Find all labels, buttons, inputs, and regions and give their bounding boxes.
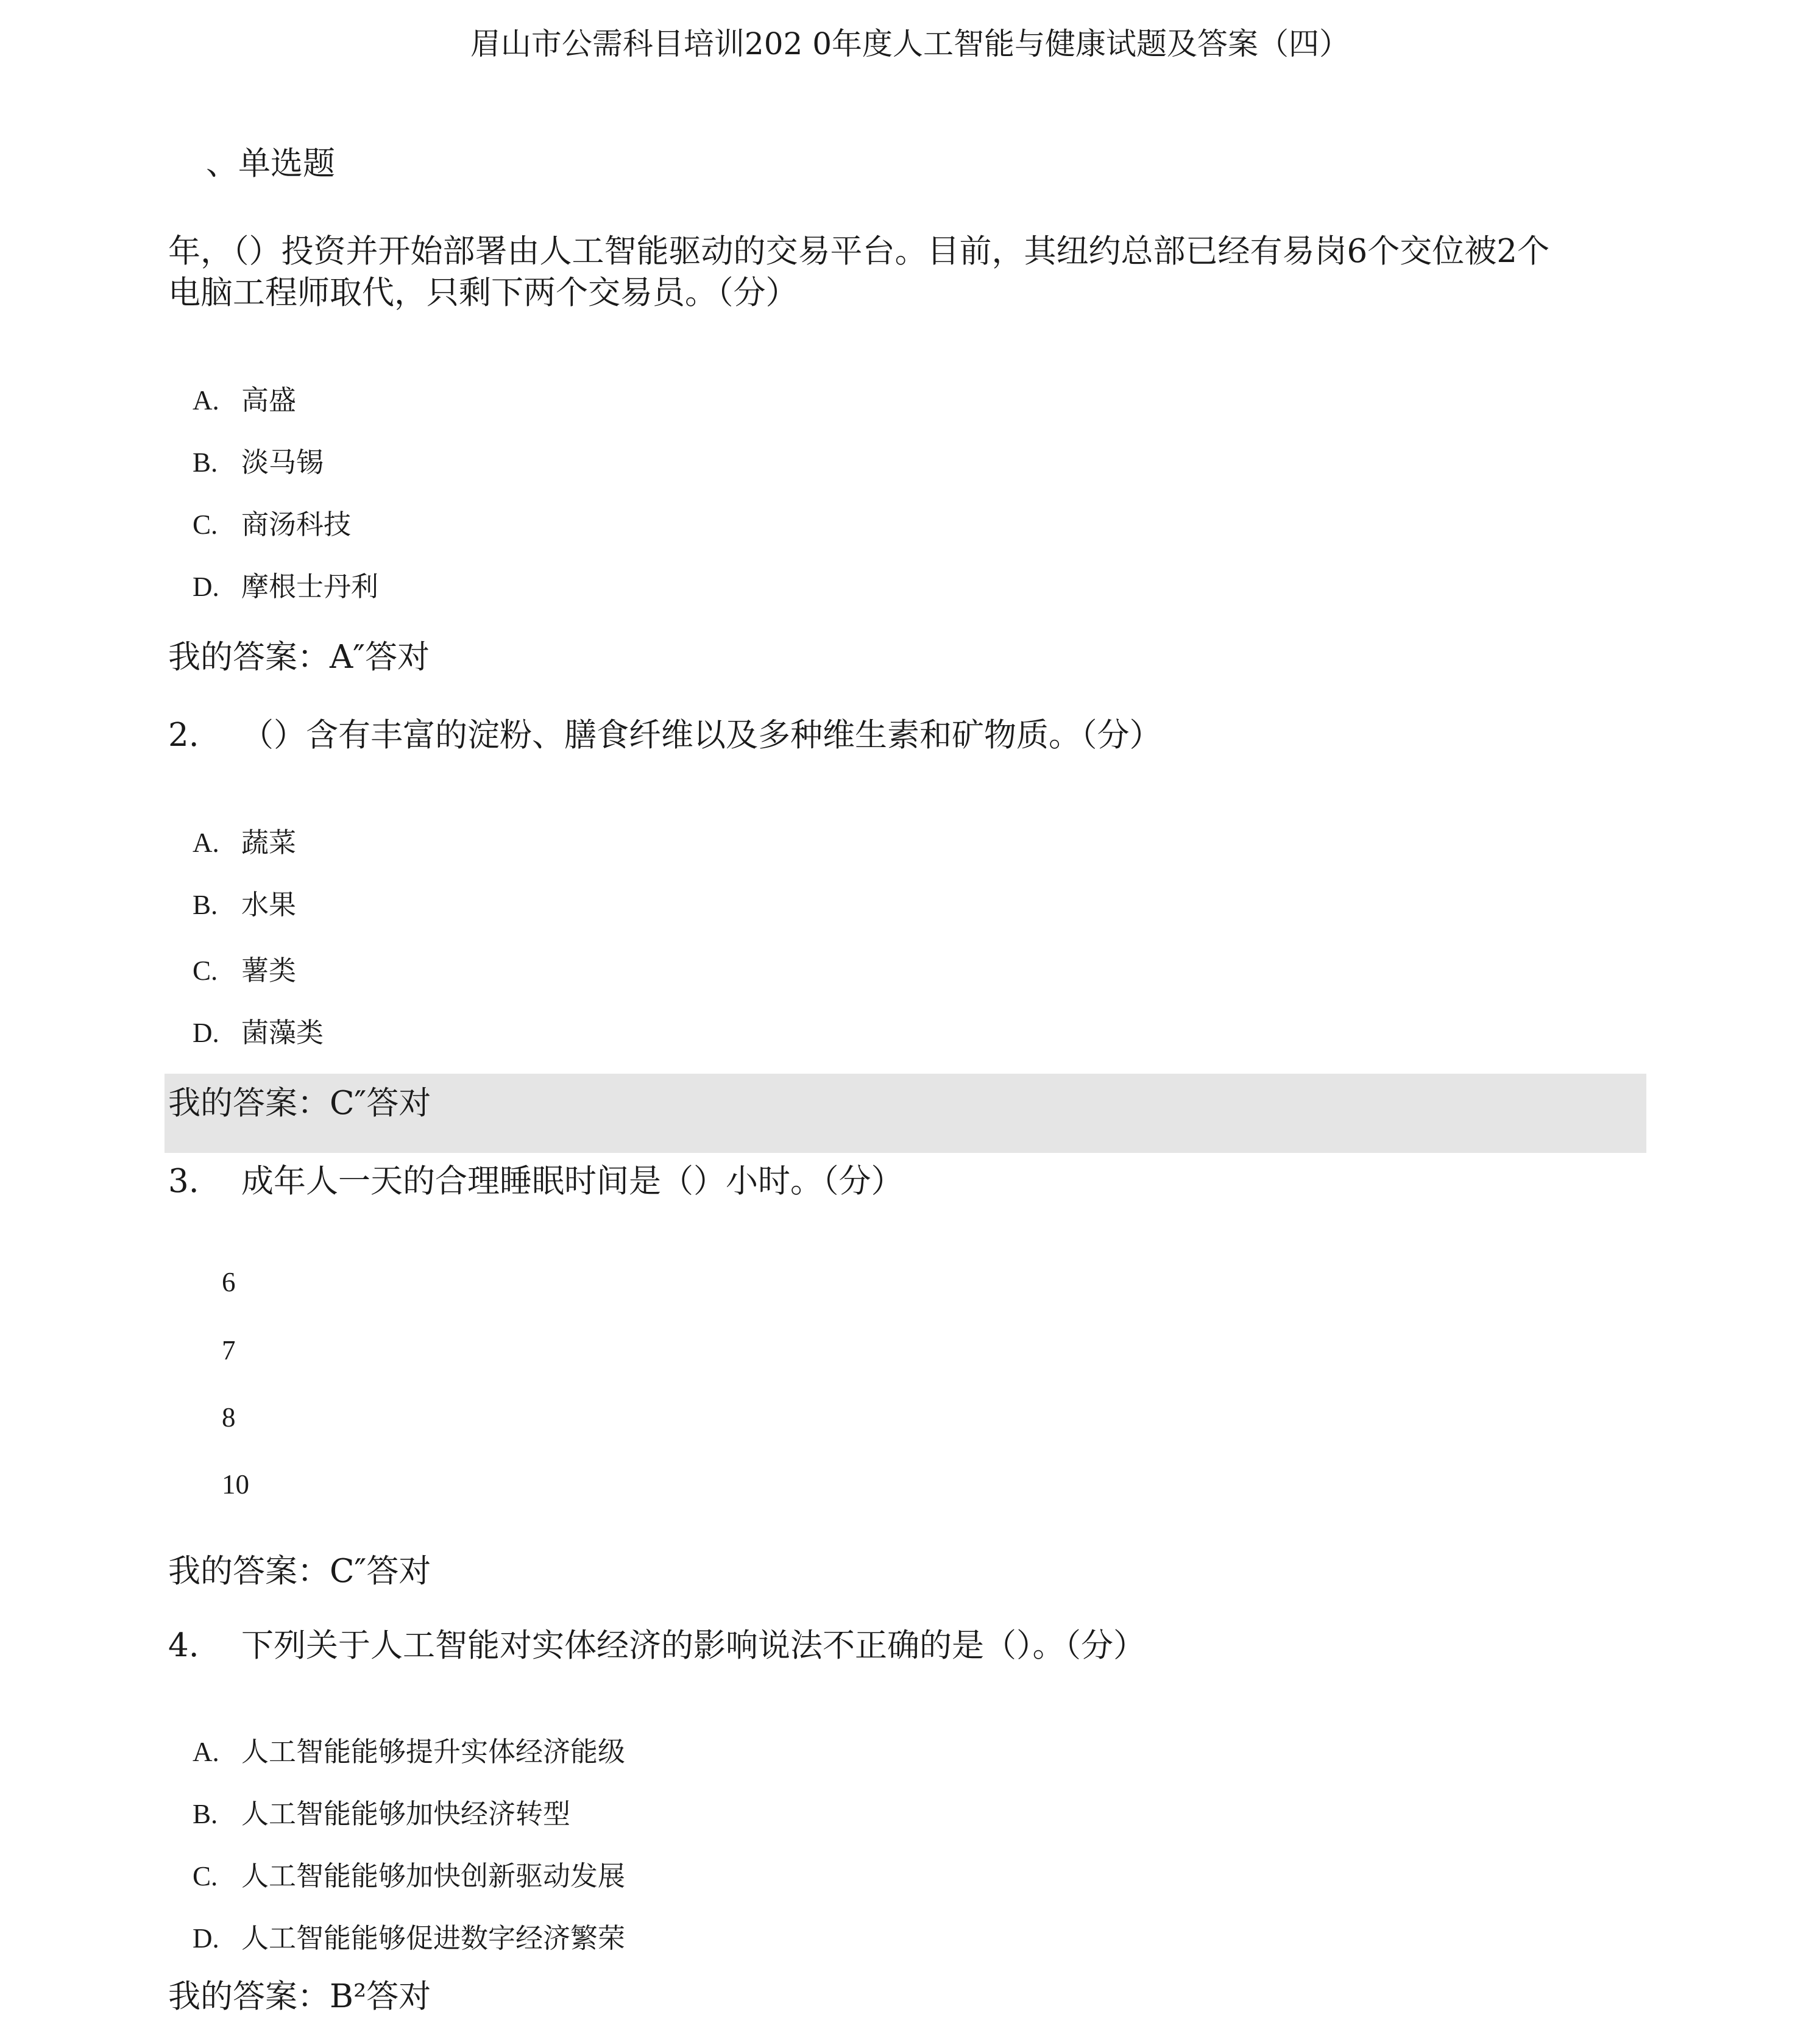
option-text: 水果: [241, 888, 297, 921]
option-text: 人工智能能够加快经济转型: [241, 1798, 571, 1830]
option-text: 蔬菜: [241, 826, 297, 859]
question-3-answer: 我的答案：C″答对: [168, 1553, 431, 1590]
question-2-option-d: [193, 1010, 324, 1050]
question-text: 下列关于人工智能对实体经济的影响说法不正确的是（）。（分）: [241, 1627, 1145, 1664]
option-letter: A.: [193, 385, 219, 416]
question-4-option-a: [193, 1729, 625, 1769]
question-3-option-4: 10: [222, 1469, 249, 1500]
option-text: 商汤科技: [241, 508, 352, 541]
question-4-answer: 我的答案：B²答对: [168, 1978, 431, 2015]
question-3-option-1: 6: [222, 1267, 236, 1297]
question-1-option-d: [193, 564, 378, 604]
option-text: 人工智能能够提升实体经济能级: [241, 1735, 626, 1768]
question-text: 成年人一天的合理睡眠时间是（）小时。（分）: [241, 1163, 904, 1200]
option-text: 薯类: [241, 954, 297, 987]
option-text: 淡马锡: [241, 446, 324, 478]
question-1-option-b: [193, 440, 324, 480]
question-1-option-a: [193, 378, 296, 417]
question-1-line-2: 电脑工程师取代，只剩下两个交易员。（分）: [168, 274, 798, 311]
question-4-option-b: [193, 1792, 570, 1831]
option-letter: D.: [193, 572, 219, 602]
question-4-option-d: [193, 1916, 625, 1955]
question-number: 4.: [168, 1627, 199, 1664]
question-1-answer: 我的答案：A″答对: [168, 639, 430, 676]
question-2-option-c: [193, 948, 296, 988]
option-letter: C.: [193, 509, 218, 540]
question-text: （）含有丰富的淀粉、膳食纤维以及多种维生素和矿物质。（分）: [241, 717, 1162, 754]
option-letter: C.: [193, 1861, 218, 1891]
section-heading: 、单选题: [206, 145, 335, 182]
option-text: 高盛: [241, 384, 297, 416]
question-1-line-1: 年，（）投资并开始部署由人工智能驱动的交易平台。目前，其纽约总部已经有易岗6个交位被2个: [168, 233, 1549, 270]
option-letter: B.: [193, 447, 218, 478]
option-letter: A.: [193, 1737, 219, 1767]
option-text: 菌藻类: [241, 1016, 324, 1049]
option-letter: C.: [193, 955, 218, 986]
option-text: 人工智能能够加快创新驱动发展: [241, 1860, 626, 1892]
option-text: 人工智能能够促进数字经济繁荣: [241, 1922, 626, 1954]
question-2-option-a: [193, 820, 296, 860]
question-4-option-c: [193, 1854, 625, 1893]
question-3: [168, 1155, 904, 1202]
option-letter: D.: [193, 1923, 219, 1954]
question-2-answer: 我的答案：C″答对: [168, 1085, 431, 1122]
option-letter: B.: [193, 1799, 218, 1829]
question-3-option-2: 7: [222, 1335, 236, 1366]
question-number: 2.: [168, 717, 199, 754]
question-4: [168, 1620, 1145, 1666]
option-letter: B.: [193, 890, 218, 920]
question-3-option-3: 8: [222, 1402, 236, 1433]
question-2: [168, 709, 1162, 756]
option-text: 摩根士丹利: [241, 570, 379, 603]
question-1-option-c: [193, 502, 351, 542]
document-title: 眉山市公需科目培训202 0年度人工智能与健康试题及答案（四）: [470, 26, 1350, 62]
question-2-option-b: [193, 882, 296, 922]
question-number: 3.: [168, 1163, 199, 1200]
option-letter: D.: [193, 1018, 219, 1048]
option-letter: A.: [193, 828, 219, 858]
